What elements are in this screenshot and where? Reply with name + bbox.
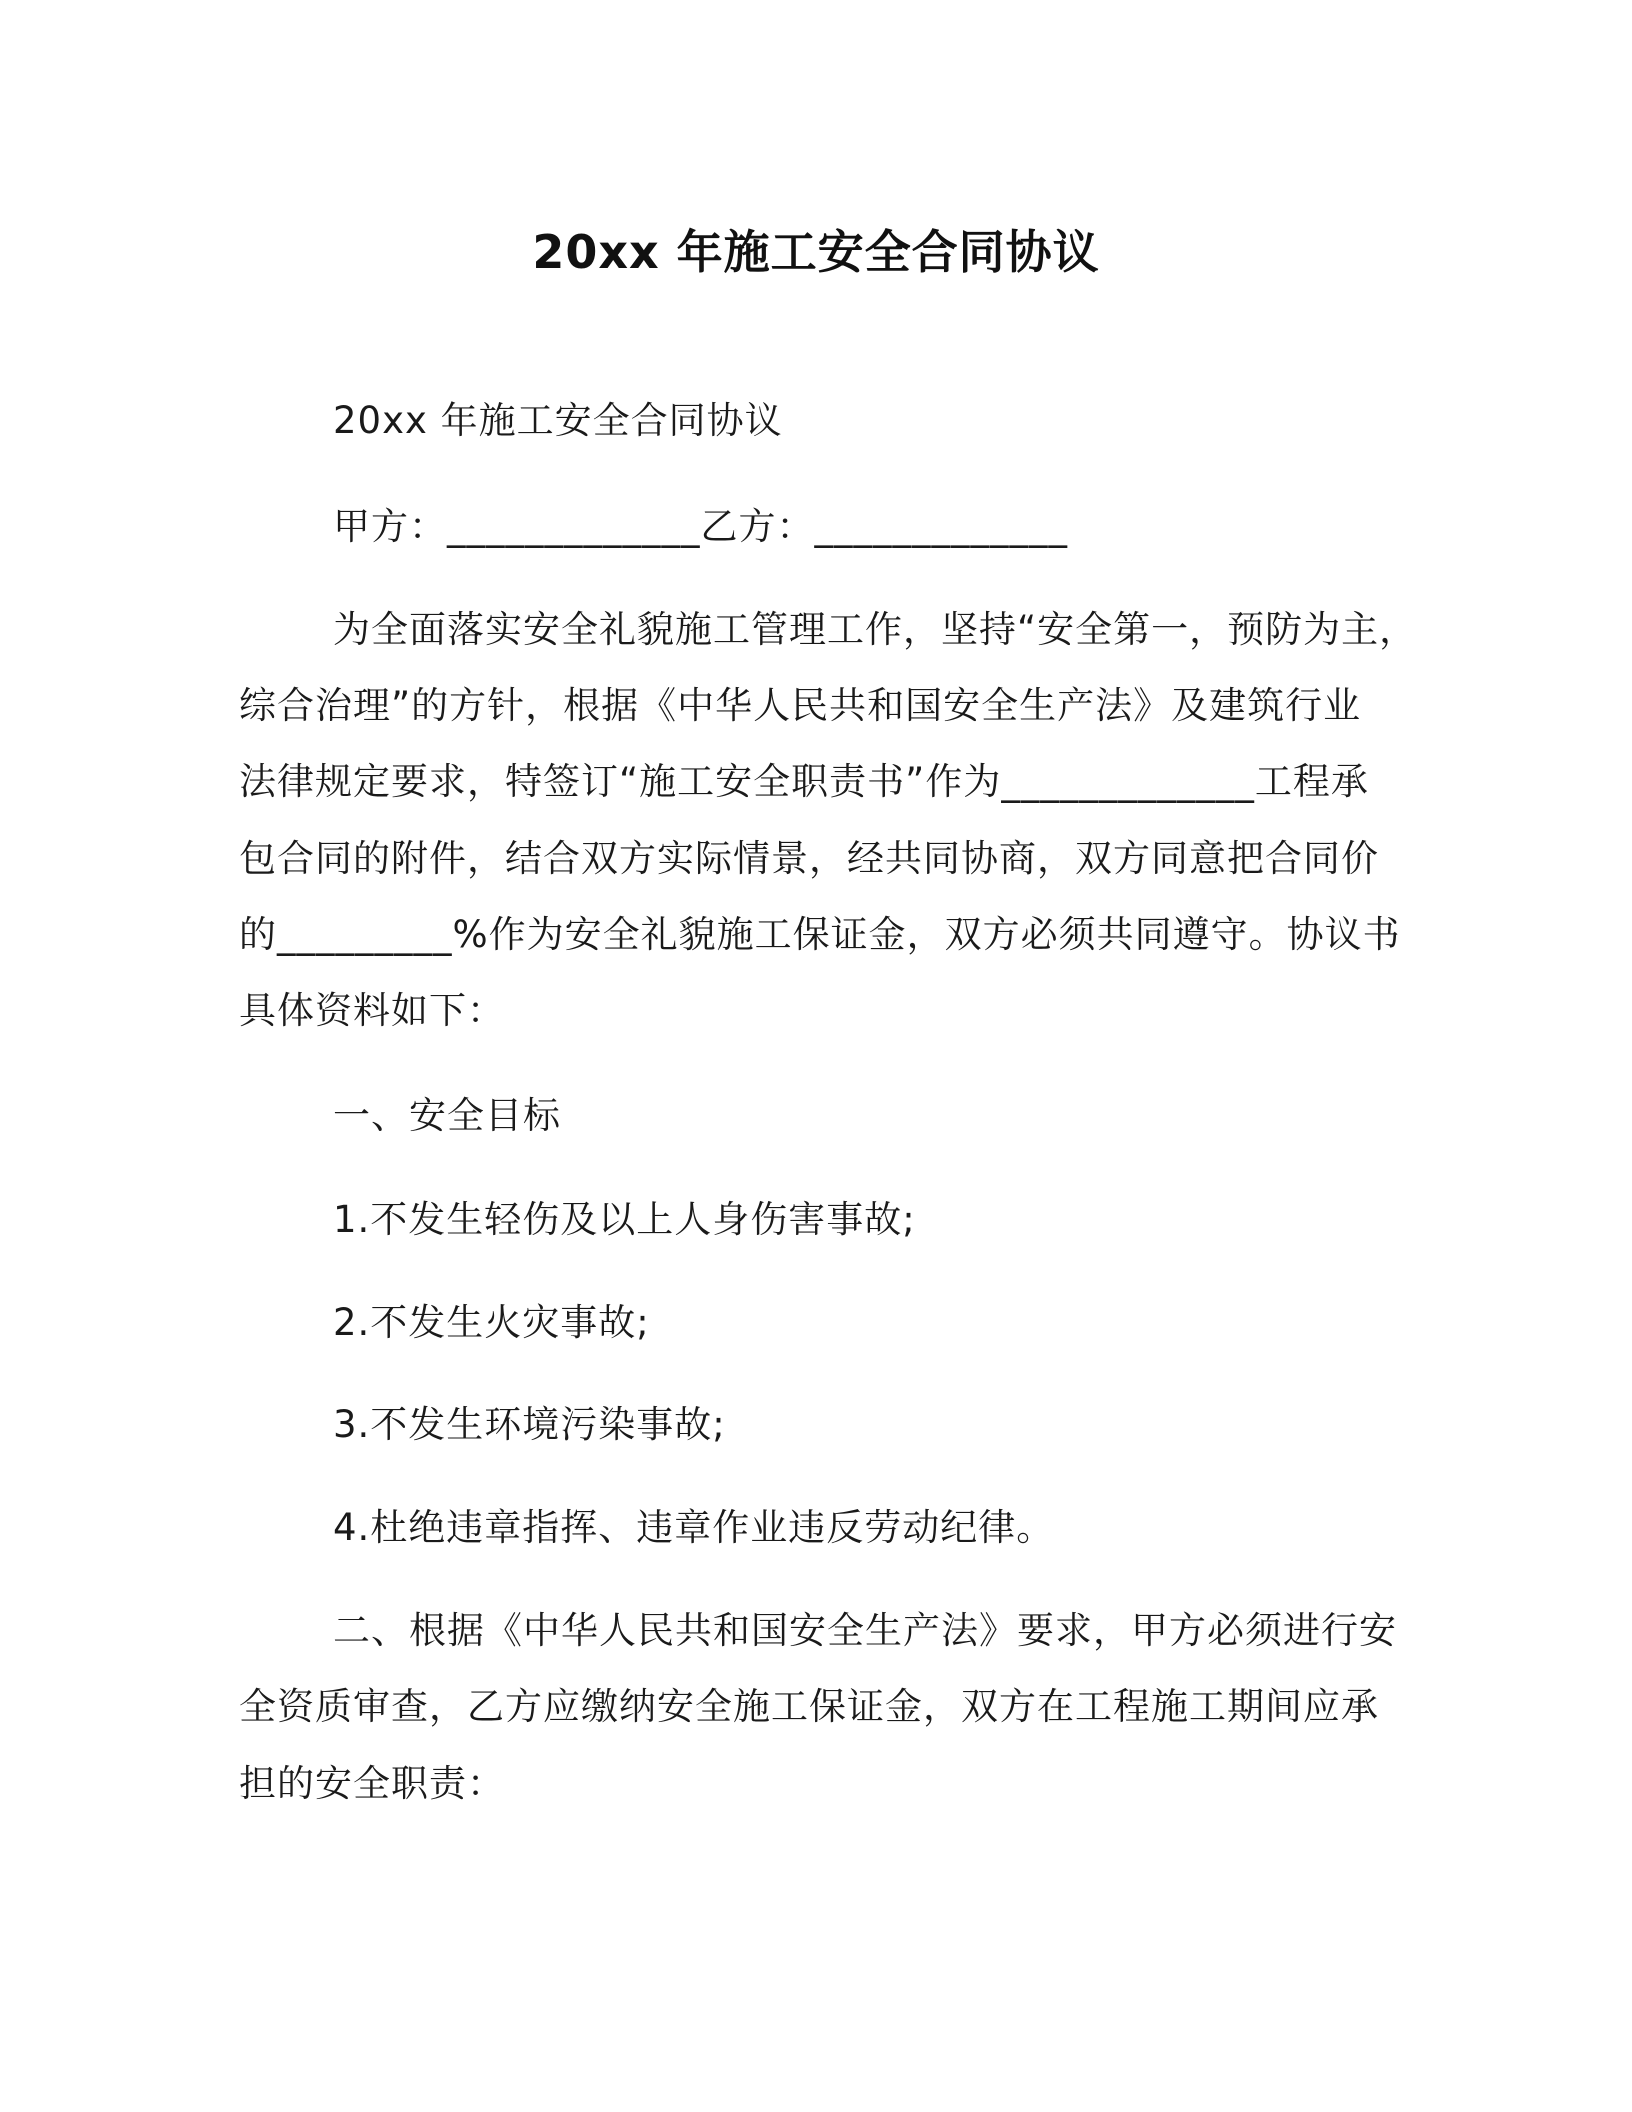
document-title: 20xx 年施工安全合同协议: [532, 225, 1100, 279]
intro-line-2: 综合治理”的方针，根据《中华人民共和国安全生产法》及建筑行业: [239, 684, 1362, 727]
section2-line-1: 二、根据《中华人民共和国安全生产法》要求，甲方必须进行安: [333, 1609, 1397, 1652]
parties-line: 甲方：_____________乙方：_____________: [333, 505, 1068, 548]
section2-line-3: 担的安全职责：: [239, 1762, 505, 1805]
section1-item-1: 1.不发生轻伤及以上人身伤害事故;: [333, 1198, 916, 1241]
section1-heading: 一、安全目标: [333, 1094, 561, 1137]
section1-item-4: 4.杜绝违章指挥、违章作业违反劳动纪律。: [333, 1506, 1055, 1549]
section2-line-2: 全资质审查，乙方应缴纳安全施工保证金，双方在工程施工期间应承: [239, 1685, 1379, 1728]
intro-line-5: 的_________%作为安全礼貌施工保证金，双方必须共同遵守。协议书: [239, 913, 1401, 956]
document-subtitle: 20xx 年施工安全合同协议: [333, 399, 783, 442]
section1-item-2: 2.不发生火灾事故;: [333, 1301, 650, 1344]
intro-line-4: 包合同的附件，结合双方实际情景，经共同协商，双方同意把合同价: [239, 837, 1379, 880]
intro-line-1: 为全面落实安全礼貌施工管理工作，坚持“安全第一，预防为主，: [333, 608, 1418, 651]
intro-line-6: 具体资料如下：: [239, 989, 505, 1032]
intro-line-3: 法律规定要求，特签订“施工安全职责书”作为_____________工程承: [239, 760, 1369, 803]
section1-item-3: 3.不发生环境污染事故;: [333, 1403, 726, 1446]
